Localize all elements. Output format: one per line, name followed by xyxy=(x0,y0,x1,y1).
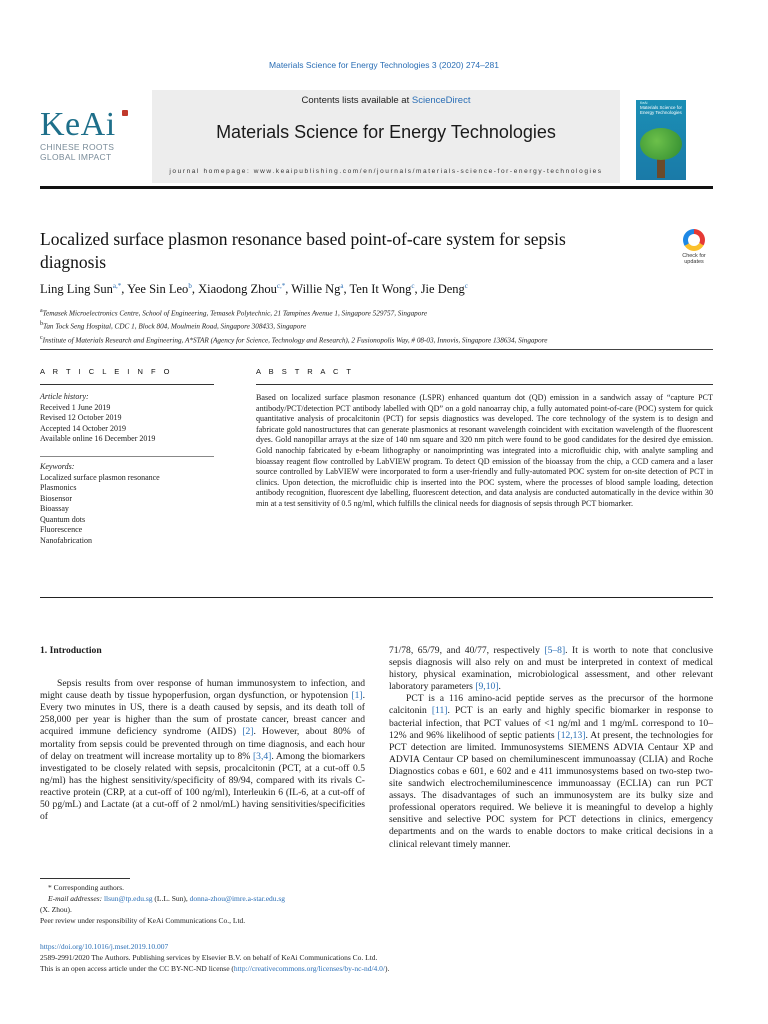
article-title: Localized surface plasmon resonance based point-of-care system for sepsis diagnosis xyxy=(40,229,566,272)
journal-citation[interactable]: Materials Science for Energy Technologies 3 (2020) 274–281 xyxy=(269,60,499,70)
history-revised: Revised 12 October 2019 xyxy=(40,413,122,422)
footnote-rule xyxy=(40,878,130,879)
affiliation-item: $^a$Temasek Microelectronics Centre, School of Engineering, Temasek Polytechnic, 21 Tampines Avenue 1, Singapore 529757, Singapore xyxy=(40,308,428,318)
affiliations xyxy=(40,306,720,346)
citation-link[interactable]: [2] xyxy=(242,726,254,738)
info-rule xyxy=(40,384,214,385)
copyright-line: 2589-2991/2020 The Authors. Publishing services by Elsevier B.V. on behalf of KeAi Communications Co. Ltd. xyxy=(40,953,378,962)
abstract-heading: A B S T R A C T xyxy=(256,367,354,376)
article-history xyxy=(40,392,220,445)
journal-title: Materials Science for Energy Technologies xyxy=(216,122,556,142)
keywords-rule xyxy=(40,456,214,457)
citation-link[interactable]: [12,13] xyxy=(557,729,586,741)
email-link-zhou[interactable]: donna-zhou@imre.a-star.edu.sg xyxy=(189,894,286,903)
doi-link[interactable]: https://doi.org/10.1016/j.mset.2019.10.007 xyxy=(40,942,169,951)
crossmark-line2: updates xyxy=(684,259,704,265)
email-owner: (X. Zhou). xyxy=(40,905,72,914)
keywords-heading: Keywords: xyxy=(40,462,75,471)
contents-line xyxy=(152,95,620,106)
author-affiliation-mark[interactable]: c xyxy=(464,282,468,290)
citation-link[interactable]: [5–8] xyxy=(544,645,566,656)
intro-paragraph-1-cont: 71/78, 65/79, and 40/77, respectively [5–8]. It is worth to note that conclusive sepsis diagnosis will also rely on and must be interpreted in context of medical history, physical examination, microbiological assessment, and other relevant laboratory parameters [9,10]. xyxy=(389,645,713,693)
keai-logo[interactable] xyxy=(40,108,150,162)
citation-link[interactable]: [9,10] xyxy=(475,681,499,693)
email-label: E-mail addresses: xyxy=(48,894,103,903)
keyword-item: Bioassay xyxy=(40,504,69,513)
sciencedirect-link[interactable]: ScienceDirect xyxy=(411,95,471,106)
keyword-item: Fluorescence xyxy=(40,525,83,534)
author-separator: , xyxy=(285,282,292,297)
contents-prefix: Contents lists available at xyxy=(301,95,412,106)
history-online: Available online 16 December 2019 xyxy=(40,434,156,443)
right-column xyxy=(389,645,713,851)
cover-tree-icon xyxy=(640,128,682,160)
email-link-sun[interactable]: llsun@tp.edu.sg xyxy=(103,894,153,903)
keyword-item: Biosensor xyxy=(40,493,72,503)
section-heading-introduction: 1. Introduction xyxy=(40,645,102,656)
author-affiliation-mark[interactable]: b xyxy=(188,282,192,290)
logo-dot-icon xyxy=(122,110,128,116)
history-received: Received 1 June 2019 xyxy=(40,402,111,412)
author-separator: , xyxy=(343,282,350,297)
logo-tagline-1: CHINESE ROOTS xyxy=(40,142,115,152)
crossmark-badge[interactable] xyxy=(676,229,712,265)
article-footer xyxy=(40,941,720,974)
intro-paragraph-1: Sepsis results from over response of human immunosystem to infection, and might cause death by tissue hypoperfusion, organ dysfunction, or hypotension [1]. Every two minutes in US, there is a death caused by sepsis, and its death toll of 258,000 per year is higher than the sum of prostate cancer, breast cancer and acquired immune deficiency syndrome (AIDS) [2]. However, about 80% of mortality from sepsis could be prevented through on time diagnosis, and each hour of delay on treatment will increase mortality up to 8% [3,4]. Among the biomarkers investigated to be closely related with sepsis, procalcitonin (PCT, at a cut-off 0.5 ng/ml) has the highest sensitivity/specificity of 89/94, compared with its rivals C-reactive protein (CRP, at a cut-off of 100 ng/ml), Interleukin 6 (IL-6, at a cut-off of 50 pg/mL) and Lactate (at a cut-off of 2 nmol/mL) having sensitivities/specificities of xyxy=(40,678,365,823)
abstract-rule xyxy=(256,384,713,385)
left-column xyxy=(40,645,365,823)
crossmark-icon xyxy=(683,229,705,251)
author-separator: , xyxy=(121,282,128,297)
keyword-item: Quantum dots xyxy=(40,514,86,524)
journal-cover-image[interactable] xyxy=(636,100,686,180)
author-affiliation-mark[interactable]: c xyxy=(411,282,415,290)
footnotes xyxy=(40,882,370,926)
citation-link[interactable]: [1] xyxy=(351,690,363,702)
keywords xyxy=(40,462,220,546)
author-separator: , xyxy=(191,282,199,297)
cover-logo: KeAi xyxy=(640,101,648,105)
author-affiliation-mark[interactable]: a xyxy=(340,282,344,290)
author-name[interactable]: Jie Deng xyxy=(420,282,465,297)
journal-homepage[interactable]: journal homepage: www.keaipublishing.com/en/journals/materials-science-for-energy-technologies xyxy=(169,168,603,175)
crossmark-line1: Check for xyxy=(682,253,706,259)
journal-header xyxy=(152,90,620,183)
license-line: This is an open access article under the CC BY-NC-ND license (http://creativecommons.org/licenses/by-nc-nd/4.0/). xyxy=(40,964,390,973)
logo-wordmark: KeAi xyxy=(40,106,116,143)
corresponding-note: * Corresponding authors. xyxy=(48,883,125,892)
email-line: E-mail addresses: llsun@tp.edu.sg (L.L. Sun), donna-zhou@imre.a-star.edu.sg xyxy=(48,894,286,903)
logo-tagline-2: GLOBAL IMPACT xyxy=(40,152,112,162)
keyword-item: Localized surface plasmon resonance xyxy=(40,472,160,482)
peer-review-note: Peer review under responsibility of KeAi Communications Co., Ltd. xyxy=(40,916,246,925)
author-separator: , xyxy=(414,282,421,297)
author-name[interactable]: Willie Ng xyxy=(291,282,341,297)
section-rule xyxy=(40,349,713,350)
keyword-item: Plasmonics xyxy=(40,483,77,492)
author-name[interactable]: Xiaodong Zhou xyxy=(198,282,277,297)
body-rule xyxy=(40,597,713,598)
history-accepted: Accepted 14 October 2019 xyxy=(40,423,126,433)
citation-link[interactable]: [3,4] xyxy=(252,750,272,762)
citation-link[interactable]: [11] xyxy=(431,705,448,717)
author-affiliation-mark[interactable]: c,* xyxy=(276,282,286,290)
author-name[interactable]: Ten It Wong xyxy=(349,282,412,297)
author-name[interactable]: Ling Ling Sun xyxy=(40,282,113,297)
history-heading: Article history: xyxy=(40,392,89,401)
keyword-item: Nanofabrication xyxy=(40,535,92,545)
article-info-heading: A R T I C L E I N F O xyxy=(40,367,173,376)
affiliation-item: $^b$Tan Tock Seng Hospital, CDC 1, Block 804, Moulmein Road, Singapore 308433, Singapore xyxy=(40,321,307,331)
author-affiliation-mark[interactable]: a,* xyxy=(112,282,122,290)
header-rule xyxy=(40,186,713,189)
license-link[interactable]: http://creativecommons.org/licenses/by-nc-nd/4.0/ xyxy=(233,964,385,973)
intro-paragraph-2: PCT is a 116 amino-acid peptide serves as the precursor of the hormone calcitonin [11]. PCT is an early and highly specific biomarker in response to bacterial infection, that PCT values of <1 ng/ml and 1 mg/mL correspond to 10–12% and 96% likelihood of septic patients [12,13]. At present, the technologies for PCT detection are limited. Immunosystems SIEMENS ADVIA Centaur XP and ADVIA Centaur CP based on chemiluminescent immunoassay (CLIA) and Roche Diagnostics cobas e 601, e 602 and e 411 immunosystems based on two-step two-site sandwich electrochemiluminescence immunoassay (ECLIA) can run PCT assays. The disadvantages of such an immunosystem are its bulky size and professional operators required. We believe it is meaningful to develop a highly sensitive and selective POC system for PCT detections in clinics, emergency departments and on the wards to enable doctors to make critical decisions in a clinical relevant timely manner. xyxy=(389,693,713,850)
abstract-text: Based on localized surface plasmon resonance (LSPR) enhanced quantum dot (QD) emission in a sandwich assay of “capture PCT antibody/PCT/detection PCT antibody labelled with QD” on a gold nanoarray chip, a fully automated point-of-care (POC) system for quick quantitative analysis of procalcitonin (PCT) for sepsis diagnostics was developed. The core technology of the system is to design and fabricate gold nanostructures that can generate plasmonics at resonant wavelength coincident with excitation wavelength of the fluorescent dyes. Gold nanopillar arrays at the size of 140 nm square and 320 nm pitch were found to be good candidates for the desired dye emission. Gold nanochip fabricated by e-beam lithography or nanoimprinting was integrated into a microfluidic chip, with analyte sampling and bioassay reagent flow controlled by LabVIEW program. To detect QD emission of the bioassay from the chip, a CCD camera and a laser source controlled by LabVIEW were incorporated to form a user-friendly and fully-automated POC system for on-site detection of PCT in clinics. Upon detection, the microfluidic chip is inserted into the POC system, where the processes of blood sample loading, detection antibody recognition, fluorescent dye labelling, fluorescent detection, and data analysis are conducted automatically in the device within 30 min at a test sensitivity of 0.5 ng/ml, which fulfills the clinical needs for diagnosis of sepsis through PCT biomarker. xyxy=(256,393,713,508)
author-name[interactable]: Yee Sin Leo xyxy=(127,282,189,297)
author-list xyxy=(40,282,720,297)
cover-title: Materials Science for Energy Technologies xyxy=(640,105,683,115)
affiliation-item: $^c$Institute of Materials Research and Engineering, A*STAR (Agency for Science, Technology and Research), 2 Fusionopolis Way, # 08-03, Innovis, Singapore 138634, Singapore xyxy=(40,334,548,345)
